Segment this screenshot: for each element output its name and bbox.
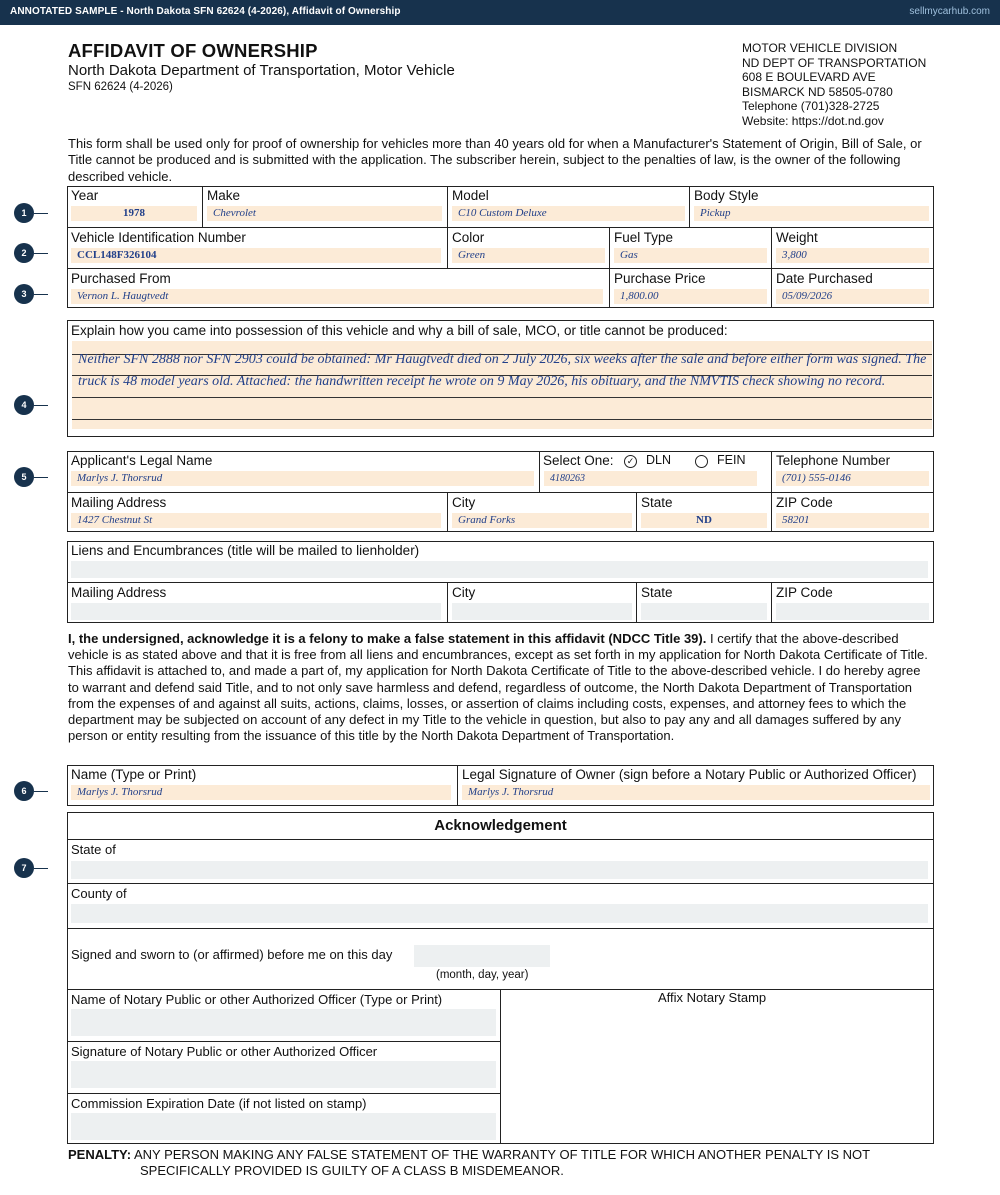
weight-cell (771, 227, 934, 268)
form-title: AFFIDAVIT OF OWNERSHIP (68, 40, 318, 61)
year-label: Year (71, 188, 99, 203)
applicant-name-field[interactable]: Marlys J. Thorsrud (71, 471, 534, 486)
vin-field[interactable]: CCL148F326104 (71, 248, 441, 263)
color-cell (447, 227, 609, 268)
body-style-field[interactable]: Pickup (694, 206, 929, 221)
acknowledgement-section (67, 812, 934, 1144)
ack-county-cell (67, 883, 933, 928)
fein-radio[interactable] (695, 455, 708, 468)
writing-line (72, 397, 932, 398)
lien-zip-label: ZIP Code (776, 585, 833, 600)
certification-text: I certify that the above-described vehicle is as stated above and that it is free from all liens and encumbrances, except as set forth in my application for North Dakota Certificate of Title. This affidavit is attached to, and made a part of, my application for North Dakota Certificate of Title to the above-described vehicle. I do hereby agree to warrant and defend said Title, and to not only save harmless and defend, regardless of outcome, the North Dakota Department of Transportation from the expenses of and against all suits, actions, claims, losses, or assertion of claims including costs, expenses, and attorney fees to which the department may be subjected on account of any defect in my Title to the vehicle in question, but also to pay any and all damages suffered by any person or entity resulting from the issuance of this title by the North Dakota Department of Transportation. (68, 631, 928, 744)
dln-radio-checked[interactable]: ✓ (624, 455, 637, 468)
owner-signature-field[interactable]: Marlys J. Thorsrud (462, 785, 930, 800)
penalty-line-2: SPECIFICALLY PROVIDED IS GUILTY OF A CLASS B MISDEMEANOR. (140, 1163, 564, 1178)
liens-label: Liens and Encumbrances (title will be mailed to lienholder) (71, 543, 420, 558)
agency-address (742, 41, 926, 129)
vehicle-section (67, 186, 934, 308)
commission-label: Commission Expiration Date (if not listed on stamp) (71, 1096, 367, 1111)
sworn-cell (67, 928, 933, 989)
marker-connector (34, 405, 48, 406)
notary-signature-cell (67, 1041, 500, 1093)
sworn-label: Signed and sworn to (or affirmed) before me on this day (71, 947, 393, 962)
date-purchased-label: Date Purchased (776, 271, 873, 286)
address-line: BISMARCK ND 58505-0780 (742, 84, 893, 99)
color-field[interactable]: Green (452, 248, 605, 263)
purchase-price-field[interactable]: 1,800.00 (614, 289, 767, 304)
lien-city-field[interactable] (452, 603, 632, 620)
form-subtitle: North Dakota Department of Transportation, Motor Vehicle (68, 62, 455, 79)
lien-city-label: City (452, 585, 476, 600)
fuel-type-field[interactable]: Gas (614, 248, 767, 263)
marker-connector (34, 294, 48, 295)
marker-connector (34, 791, 48, 792)
commission-field[interactable] (71, 1113, 496, 1140)
weight-label: Weight (776, 230, 818, 245)
owner-name-cell (67, 765, 457, 806)
telephone-cell (771, 451, 934, 492)
ack-state-field[interactable] (71, 861, 928, 879)
applicant-section (67, 451, 934, 532)
applicant-name-label: Applicant's Legal Name (71, 453, 213, 468)
vin-cell (67, 227, 447, 268)
city-field[interactable]: Grand Forks (452, 513, 632, 528)
make-cell (202, 186, 447, 227)
sworn-date-field[interactable] (414, 945, 550, 967)
sworn-date-hint: (month, day, year) (436, 969, 529, 981)
city-label: City (452, 495, 476, 510)
fuel-type-cell (609, 227, 771, 268)
intro-paragraph: This form shall be used only for proof of ownership for vehicles more than 40 years old for when a Manufacturer's Statement of Origin, Bill of Sale, or Title cannot be produced and is submitted with the application. The subscriber herein, subject to the penalties of law, is the owner of the following described vehicle. (68, 136, 922, 184)
acknowledgement-title: Acknowledgement (434, 817, 567, 834)
lien-zip-field[interactable] (776, 603, 929, 620)
id-number-field[interactable]: 4180263 (544, 471, 757, 486)
make-label: Make (207, 188, 241, 203)
marker-connector (34, 868, 48, 869)
lien-zip-cell (771, 582, 934, 623)
model-label: Model (452, 188, 489, 203)
purchased-from-cell (67, 268, 609, 308)
ack-county-field[interactable] (71, 904, 928, 923)
banner-title: ANNOTATED SAMPLE - North Dakota SFN 62624 (4-2026), Affidavit of Ownership (10, 6, 401, 17)
zip-label: ZIP Code (776, 495, 833, 510)
notary-name-cell (67, 989, 500, 1041)
owner-name-label: Name (Type or Print) (71, 767, 197, 782)
select-one-label: Select One: (543, 453, 614, 468)
applicant-name-cell (67, 451, 539, 492)
liens-section (67, 541, 934, 623)
purchased-from-field[interactable]: Vernon L. Haugtvedt (71, 289, 603, 304)
certification-warning: I, the undersigned, acknowledge it is a felony to make a false statement in this affidavit (NDCC Title 39). (68, 631, 707, 646)
owner-signature-label: Legal Signature of Owner (sign before a Notary Public or Authorized Officer) (462, 767, 917, 782)
state-cell (636, 492, 771, 532)
liens-cell (67, 541, 933, 582)
year-cell (67, 186, 202, 227)
annotation-marker: 5 (14, 467, 34, 487)
fein-label: FEIN (717, 453, 746, 467)
fuel-type-label: Fuel Type (614, 230, 674, 245)
purchased-from-label: Purchased From (71, 271, 171, 286)
annotation-marker: 3 (14, 284, 34, 304)
owner-signature-cell (457, 765, 934, 806)
body-style-cell (689, 186, 934, 227)
year-field[interactable]: 1978 (71, 206, 197, 221)
weight-field[interactable]: 3,800 (776, 248, 929, 263)
mailing-address-field[interactable]: 1427 Chestnut St (71, 513, 441, 528)
body-style-label: Body Style (694, 188, 759, 203)
form-number: SFN 62624 (4-2026) (68, 81, 173, 93)
banner-site-link[interactable]: sellmycarhub.com (909, 6, 990, 17)
lien-address-field[interactable] (71, 603, 441, 620)
penalty-line-1: ANY PERSON MAKING ANY FALSE STATEMENT OF THE WARRANTY OF TITLE FOR WHICH ANOTHER PENALTY IS NOT (133, 1147, 871, 1162)
explanation-text: Neither SFN 2888 nor SFN 2903 could be obtained: Mr Haugtvedt died on 2 July 2026, six weeks after the sale and before either form was signed. The truck is 48 model years old. Attached: the handwritten receipt he wrote on 9 May 2026, his obituary, and the NMVTIS check showing no record. (78, 352, 927, 389)
ack-state-label: State of (71, 842, 116, 857)
annotation-marker: 7 (14, 858, 34, 878)
model-cell (447, 186, 689, 227)
mailing-address-label: Mailing Address (71, 495, 167, 510)
mailing-address-cell (67, 492, 447, 532)
owner-name-field[interactable]: Marlys J. Thorsrud (71, 785, 451, 800)
notary-name-label: Name of Notary Public or other Authorized Officer (Type or Print) (71, 992, 443, 1007)
purchase-price-cell (609, 268, 771, 308)
marker-connector (34, 477, 48, 478)
lien-city-cell (447, 582, 636, 623)
annotation-marker: 6 (14, 781, 34, 801)
lien-address-cell (67, 582, 447, 623)
notary-signature-label: Signature of Notary Public or other Authorized Officer (71, 1044, 378, 1059)
date-purchased-field[interactable]: 05/09/2026 (776, 289, 929, 304)
owner-signature-section (67, 765, 934, 806)
address-line: MOTOR VEHICLE DIVISION (742, 41, 898, 55)
notary-stamp-cell (500, 989, 934, 1144)
annotation-marker: 4 (14, 395, 34, 415)
telephone-field[interactable]: (701) 555-0146 (776, 471, 929, 486)
notary-stamp-label: Affix Notary Stamp (658, 990, 767, 1005)
marker-connector (34, 253, 48, 254)
penalty-notice (68, 1147, 870, 1179)
notary-name-field[interactable] (71, 1009, 496, 1036)
explanation-section (67, 320, 934, 437)
marker-connector (34, 213, 48, 214)
explanation-label: Explain how you came into possession of this vehicle and why a bill of sale, MCO, or title cannot be produced: (71, 323, 728, 338)
city-cell (447, 492, 636, 532)
lien-address-label: Mailing Address (71, 585, 167, 600)
penalty-label: PENALTY: (68, 1147, 132, 1162)
commission-cell (67, 1093, 500, 1144)
notary-signature-field[interactable] (71, 1061, 496, 1088)
address-line: Telephone (701)328-2725 (742, 99, 880, 114)
annotation-marker: 1 (14, 203, 34, 223)
purchase-price-label: Purchase Price (614, 271, 706, 286)
address-line: 608 E BOULEVARD AVE (742, 70, 876, 85)
annotation-marker: 2 (14, 243, 34, 263)
ack-county-label: County of (71, 886, 127, 901)
vin-label: Vehicle Identification Number (71, 230, 246, 245)
telephone-label: Telephone Number (776, 453, 891, 468)
lien-state-field[interactable] (641, 603, 767, 620)
annotation-banner (0, 0, 1000, 25)
liens-field[interactable] (71, 561, 928, 578)
state-field[interactable]: ND (641, 513, 767, 528)
color-label: Color (452, 230, 485, 245)
address-line: Website: https://dot.nd.gov (742, 113, 884, 128)
ack-state-cell (67, 839, 933, 883)
lien-state-cell (636, 582, 771, 623)
date-purchased-cell (771, 268, 934, 308)
model-field[interactable]: C10 Custom Deluxe (452, 206, 685, 221)
certification-paragraph (68, 631, 932, 744)
zip-cell (771, 492, 934, 532)
state-label: State (641, 495, 673, 510)
make-field[interactable]: Chevrolet (207, 206, 442, 221)
lien-state-label: State (641, 585, 673, 600)
id-type-cell (539, 451, 771, 492)
dln-label: DLN (646, 453, 672, 467)
zip-field[interactable]: 58201 (776, 513, 929, 528)
writing-line (72, 419, 932, 420)
address-line: ND DEPT OF TRANSPORTATION (742, 55, 927, 70)
